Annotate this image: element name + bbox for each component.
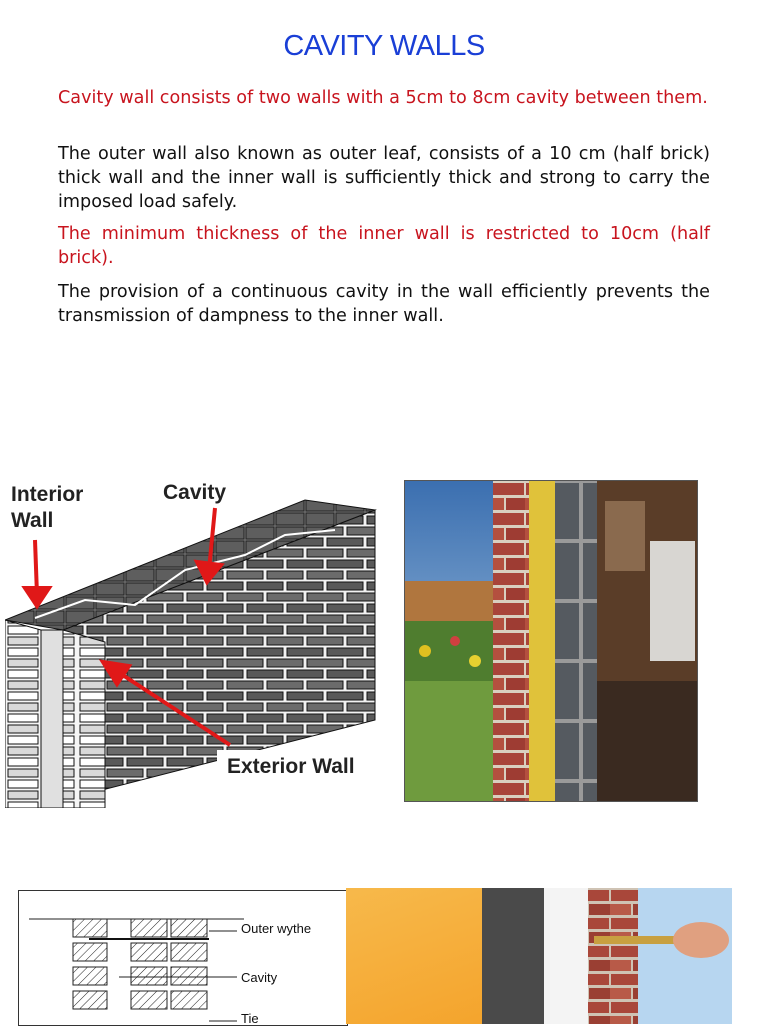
paragraph-cavity-definition: Cavity wall consists of two walls with a 5cm to 8cm cavity between them.	[58, 88, 708, 108]
wall-section-photo	[404, 480, 698, 802]
cavity-insulation-photo	[346, 888, 732, 1024]
paragraph-dampness: The provision of a continuous cavity in the wall efficiently prevents the transmission of dampness to the inner wall.	[58, 282, 710, 326]
insulation-drawing	[346, 888, 732, 1024]
label-exterior-wall: Exterior Wall	[227, 755, 355, 778]
label-interior-wall: Interior Wall	[11, 483, 84, 532]
label-cavity: Cavity	[163, 481, 227, 504]
slide-title: CAVITY WALLS	[283, 30, 485, 62]
paragraph-outer-wall: The outer wall also known as outer leaf, consists of a 10 cm (half brick) thick wall and the inner wall is sufficiently thick and strong to carry the imposed load safely.	[58, 144, 710, 212]
cavity-wall-illustration	[5, 470, 377, 808]
paragraph-minimum-thickness: The minimum thickness of the inner wall is restricted to 10cm (half brick).	[58, 224, 710, 268]
section-hatch-drawing	[19, 891, 347, 1025]
label-tie: Tie	[241, 1011, 259, 1026]
label-section-cavity: Cavity	[241, 970, 278, 985]
wall-section-drawing	[405, 481, 697, 801]
label-outer-wythe: Outer wythe	[241, 921, 312, 936]
cavity-section-drawing	[18, 890, 348, 1026]
